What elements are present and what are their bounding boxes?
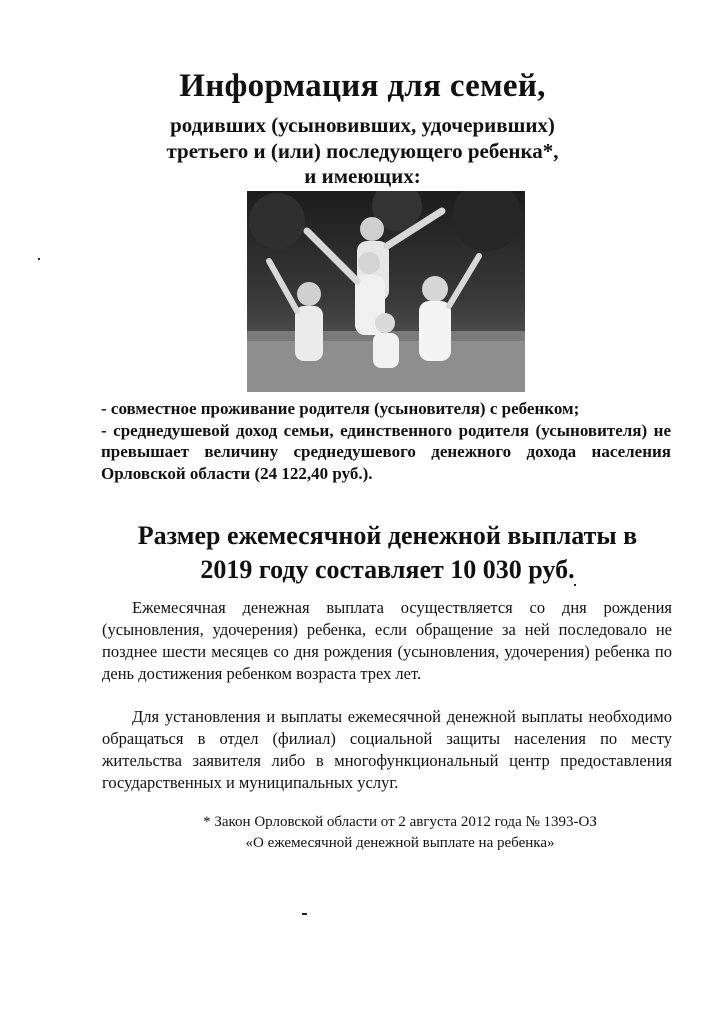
family-photo: [247, 191, 525, 392]
title-line-4: и имеющих:: [304, 164, 421, 188]
title-line-2: родивших (усыновивших, удочеривших): [170, 113, 555, 137]
title-line-3: третьего и (или) последующего ребенка*,: [166, 139, 559, 163]
conditions-list: [101, 398, 671, 484]
page-title: Информация для семей,: [179, 68, 546, 104]
scan-speck: [302, 913, 307, 915]
paragraph-1: [102, 597, 672, 685]
amount-line-1: Размер ежемесячной денежной выплаты в: [137, 521, 638, 550]
paragraph-2-text: Для установления и выплаты ежемесячной денежной выплаты необходимо обращаться в отдел (филиал) социальной защиты населения по месту жительства заявителя либо в многофункциональный центр предоставления государственных и муниципальных услуг.: [102, 707, 672, 792]
paragraph-1-text: Ежемесячная денежная выплата осуществляется со дня рождения (усыновления, удочерения) ребенка, если обращение за ней последовало не позднее шести месяцев со дня рождения (усыновления, удочерения) ребенка по день достижения ребенком возраста трех лет.: [102, 598, 672, 683]
paragraph-2: [102, 706, 672, 794]
footnote-line-1: * Закон Орловской области от 2 августа 2012 года № 1393-ОЗ: [203, 814, 597, 830]
payment-amount-heading: [100, 519, 675, 587]
scan-speck: [38, 258, 40, 260]
amount-line-2: 2019 году составляет 10 030 руб.: [200, 555, 575, 584]
family-photo-image: [247, 191, 525, 392]
footnote-line-2: «О ежемесячной денежной выплате на ребенка»: [245, 835, 555, 851]
condition-item-2: - среднедушевой доход семьи, единственного родителя (усыновителя) не превышает величину среднедушевого денежного дохода населения Орловской области (24 122,40 руб.).: [101, 420, 671, 483]
scan-speck: [574, 584, 576, 586]
footnote: [120, 812, 680, 854]
condition-item-1: - совместное проживание родителя (усыновителя) с ребенком;: [101, 399, 580, 418]
